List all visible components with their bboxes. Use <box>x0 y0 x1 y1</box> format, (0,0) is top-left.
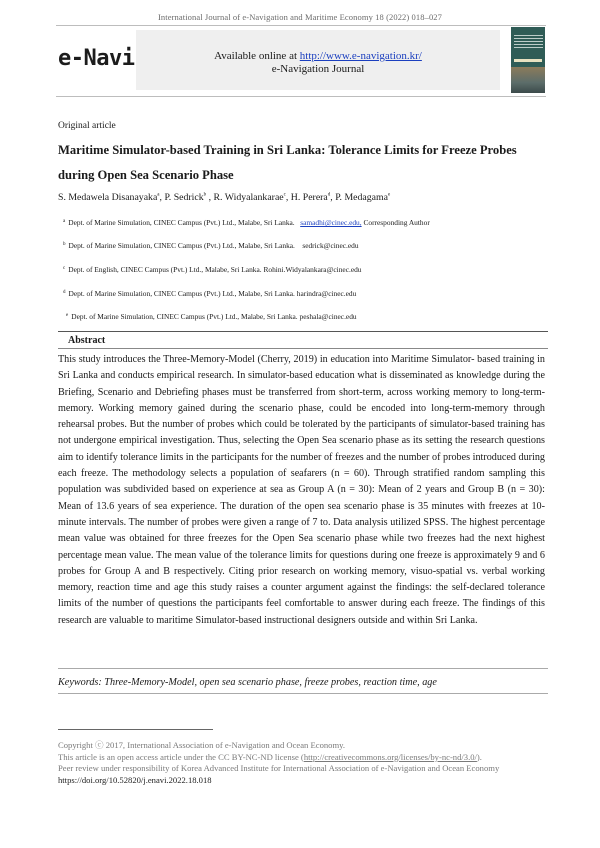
keywords: Keywords: Three-Memory-Model, open sea scenario phase, freeze probes, reaction time, age <box>58 677 437 688</box>
affiliation-marker: c <box>63 265 66 271</box>
journal-citation-line: International Journal of e-Navigation and Maritime Economy 18 (2022) 018–027 <box>157 12 442 22</box>
affiliation-marker: e <box>66 312 69 318</box>
cover-photo <box>511 67 545 93</box>
author-name: H. Perera <box>290 192 328 203</box>
license-suffix: ). <box>476 751 482 762</box>
author-affil-marker: d <box>327 192 331 198</box>
keywords-top-rule <box>58 668 548 669</box>
cover-band <box>514 59 542 62</box>
affiliation-marker: a <box>63 218 66 224</box>
footnote-rule <box>58 729 213 730</box>
journal-logo: e-Navi <box>58 46 135 71</box>
journal-name: e-Navigation Journal <box>271 63 365 75</box>
copyright-line: Copyright ⓒ 2017, International Association of e-Navigation and Ocean Economy. <box>58 740 346 750</box>
affiliation-text: Dept. of English, CINEC Campus (Pvt.) Ltd., Malabe, Sri Lanka. <box>68 265 262 274</box>
affiliation-marker: b <box>63 241 66 247</box>
email-text: sedrick@cinec.edu <box>302 241 359 250</box>
author-name: P. Sedrick <box>164 192 204 203</box>
email-text: peshala@cinec.edu <box>299 312 357 321</box>
peer-review-line: Peer review under responsibility of Korea Advanced Institute for International Association of e-Navigation and Ocean Economy <box>58 763 500 774</box>
cover-title-text-block <box>514 35 543 49</box>
abstract-top-rule <box>58 331 548 332</box>
affiliation-e <box>66 312 357 321</box>
affiliation-text: Dept. of Marine Simulation, CINEC Campus (Pvt.) Ltd., Malabe, Sri Lanka. <box>68 241 295 250</box>
affiliation-text: Dept. of Marine Simulation, CINEC Campus (Pvt.) Ltd., Malabe, Sri Lanka. <box>71 312 298 321</box>
license-link[interactable]: http://creativecommons.org/licenses/by-nc-nd/3.0/ <box>303 751 477 762</box>
availability-prefix: Available online at <box>214 50 300 62</box>
doi-link[interactable]: https://doi.org/10.52820/j.enavi.2022.18.018 <box>58 774 212 785</box>
author-affil-marker: c <box>283 192 286 198</box>
article-type: Original article <box>58 121 116 131</box>
license-prefix: This article is an open access article under the CC BY-NC-ND license ( <box>58 751 304 762</box>
affiliation-a <box>63 218 430 227</box>
affiliation-d <box>63 289 356 298</box>
author-affil-marker: e <box>387 192 391 198</box>
author-affil-marker: b <box>203 192 207 198</box>
journal-website-link[interactable]: http://www.e-navigation.kr/ <box>299 50 422 62</box>
corresponding-author-note: Corresponding Author <box>363 218 430 227</box>
affiliation-c <box>63 265 362 274</box>
abstract-heading-rule <box>58 348 548 349</box>
affiliation-marker: d <box>63 289 66 295</box>
affiliation-text: Dept. of Marine Simulation, CINEC Campus (Pvt.) Ltd., Malabe, Sri Lanka. <box>68 289 295 298</box>
email-text: harindra@cinec.edu <box>296 289 357 298</box>
author-list <box>58 192 390 203</box>
license-line <box>58 752 548 764</box>
abstract-text: This study introduces the Three-Memory-Model (Cherry, 2019) in education into Maritime Simulator- based training in Sri Lanka and conducts empirical research. In simulator-based education what is disseminated as knowledge during the Briefing, Scenario and Debriefing phases must be transferred from short-term, across working memory to long-term-memory. Working memory gained during the scenario phase, could be encoded into long-term-memory through rehearsal probes. But the number of probes which could be tolerated by the participants of simulator-based training has not undergone empirical investigation. Thus, selecting the Open Sea scenario phase as its setting the research questions aim to identify tolerance limits in the participants for the number of freezes and the number of probes introduced during each freeze. The methodology selects a population of seafarers (n = 60). Through stratified random sampling this population was subdivided based on experience at sea as Group A (n = 30): Mean of 2 years and Group B (n = 30): Mean of 13.6 years of sea experience. The duration of the open sea scenario phase is 35 minutes with freezes at 10-minute intervals. The number of probes were given a range of 7 to. Data analysis utilized SPSS. The highest percentage mean value was obtained for three freezes for the Open Sea scenario phase while two freezes had the next highest percentage mean value. The mean value of the tolerance limits for questions during one freeze is approximately 9 and 6 probes for Group A and B respectively. Citing prior research on working memory, visuo-spatial vs. verbal working memory, reaction time and age this study raises a counter argument against the findings: the self-declared tolerance limits of the number of questions the participants feel comfortable to answer during each freeze. The findings of this research are valuable to maritime Simulator-based instructional designers outside and within Sri Lanka. <box>58 354 545 626</box>
availability-line <box>136 49 500 63</box>
author-separator: , <box>206 192 214 203</box>
author-affil-marker: a <box>157 192 160 198</box>
availability-box <box>136 30 500 90</box>
article-title: Maritime Simulator-based Training in Sri Lanka: Tolerance Limits for Freeze Probes during Open Sea Scenario Phase <box>58 143 517 182</box>
affiliation-b <box>63 241 359 250</box>
journal-cover-thumbnail <box>511 27 545 93</box>
copyright-footer <box>58 740 548 786</box>
author-name: P. Medagama <box>335 192 388 203</box>
author-name: S. Medawela Disanayaka <box>58 192 158 203</box>
abstract-heading: Abstract <box>68 335 106 346</box>
author-separator: , <box>285 192 291 203</box>
affiliation-text: Dept. of Marine Simulation, CINEC Campus (Pvt.) Ltd., Malabe, Sri Lanka. <box>68 218 295 227</box>
email-link[interactable]: samadhi@cinec.edu, <box>300 218 362 227</box>
email-text: Rohini.Widyalankara@cinec.edu <box>263 265 362 274</box>
keywords-bottom-rule <box>58 693 548 694</box>
author-name: R. Widyalankarae <box>213 192 284 203</box>
author-separator: , <box>330 192 336 203</box>
author-separator: , <box>159 192 165 203</box>
